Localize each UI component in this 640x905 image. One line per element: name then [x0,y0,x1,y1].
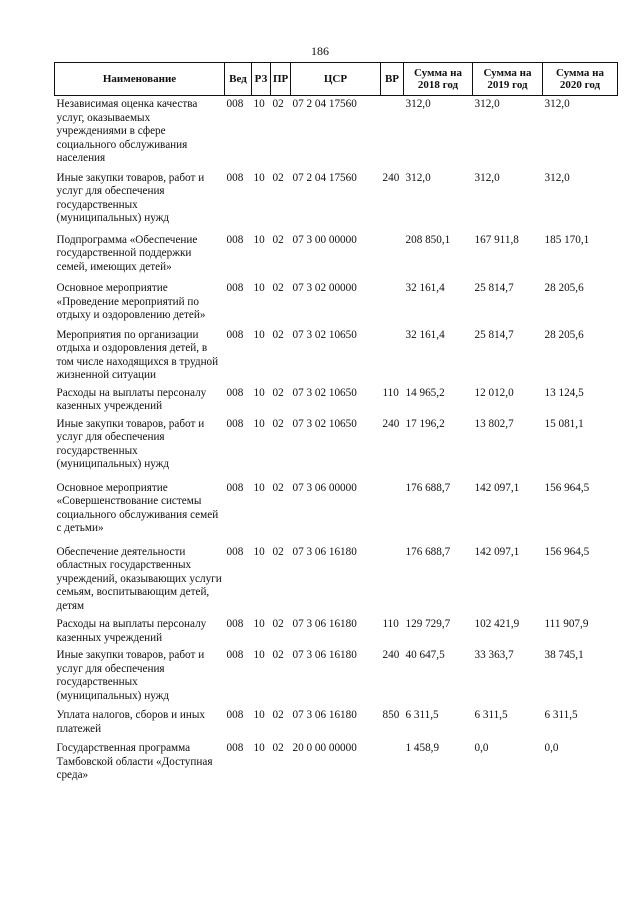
header-pr: ПР [271,63,291,96]
row-rz: 10 [253,386,265,399]
row-name: Расходы на выплаты персоналу казенных учреждений [56,618,207,644]
row-sum-2019: 142 097,1 [474,545,520,558]
budget-table [54,62,618,783]
table-header [55,63,618,96]
table-row [55,274,618,323]
row-vr: 240 [382,171,400,184]
row-rz: 10 [253,328,265,341]
row-pr: 02 [272,233,284,246]
row-sum-2018: 32 161,4 [405,328,445,341]
row-csr: 07 3 06 00000 [292,481,357,494]
row-pr: 02 [272,417,284,430]
row-pr: 02 [272,98,284,110]
row-ved: 008 [226,417,244,430]
row-rz: 10 [253,282,265,294]
header-rz: РЗ [252,63,271,96]
header-ved: Вед [225,63,252,96]
row-sum-2020: 185 170,1 [544,233,590,246]
row-sum-2018: 176 688,7 [405,545,451,558]
row-sum-2019: 6 311,5 [474,709,508,721]
row-vr [381,323,404,383]
row-sum-2020: 111 907,9 [544,618,589,630]
row-ved: 008 [226,481,244,494]
row-csr: 07 3 00 00000 [292,233,357,246]
row-sum-2020: 156 964,5 [544,545,590,558]
row-sum-2018: 32 161,4 [405,282,445,294]
row-pr: 02 [272,481,284,494]
row-rz: 10 [253,481,265,494]
table-row [55,226,618,275]
row-ved: 008 [226,618,244,630]
table-row [55,645,618,703]
row-vr: 240 [382,649,400,661]
row-pr: 02 [272,618,284,630]
row-ved: 008 [226,171,244,184]
row-name: Подпрограмма «Обеспечение государственной поддержки семей, имеющих детей» [56,233,198,273]
row-csr: 07 3 02 10650 [292,328,357,341]
row-ved: 008 [226,709,244,721]
row-ved: 008 [226,545,244,558]
row-name: Расходы на выплаты персоналу казенных учреждений [56,386,207,412]
table-row [55,736,618,783]
header-sum-2019: Сумма на 2019 год [473,63,543,96]
row-name: Обеспечение деятельности областных государственных учреждений, оказывающих услуги семьям, воспитывающим детей, детям [56,545,222,612]
row-name: Уплата налогов, сборов и иных платежей [56,709,206,735]
table-body [55,96,618,783]
row-vr: 110 [382,618,399,630]
row-sum-2018: 1 458,9 [405,742,440,754]
row-csr: 07 3 06 16180 [292,709,357,721]
row-name: Основное мероприятие «Проведение мероприятий по отдыху и оздоровлению детей» [56,282,206,321]
row-csr: 07 3 02 00000 [292,282,357,294]
row-sum-2018: 312,0 [405,98,431,110]
row-ved: 008 [226,282,244,294]
row-name: Иные закупки товаров, работ и услуг для обеспечения государственных (муниципальных) нужд [56,171,205,224]
row-sum-2020: 28 205,6 [544,282,584,294]
row-sum-2020: 38 745,1 [544,649,584,661]
row-sum-2018: 17 196,2 [405,417,445,430]
row-name: Иные закупки товаров, работ и услуг для обеспечения государственных (муниципальных) нужд [56,417,205,470]
row-sum-2018: 6 311,5 [405,709,439,721]
row-sum-2018: 176 688,7 [405,481,451,494]
row-rz: 10 [253,742,265,754]
row-sum-2019: 102 421,9 [474,618,520,630]
row-csr: 07 3 02 10650 [292,386,357,399]
header-row [55,63,618,96]
row-ved: 008 [226,649,244,661]
row-pr: 02 [272,328,284,341]
row-name: Мероприятия по организации отдыха и оздоровления детей, в том числе находящихся в трудной жизненной ситуации [56,328,219,381]
row-sum-2019: 312,0 [474,171,500,184]
row-sum-2019: 12 012,0 [474,386,514,399]
row-ved: 008 [226,742,244,754]
row-sum-2019: 312,0 [474,98,500,110]
row-rz: 10 [253,417,265,430]
row-sum-2020: 0,0 [544,742,559,754]
table-row [55,703,618,736]
row-vr [381,736,404,783]
table-row [55,414,618,472]
row-sum-2020: 13 124,5 [544,386,584,399]
row-sum-2018: 14 965,2 [405,386,445,399]
row-sum-2019: 13 802,7 [474,417,514,430]
row-pr: 02 [272,742,284,754]
row-vr: 240 [382,417,400,430]
header-vr: ВР [381,63,404,96]
row-vr [381,536,404,614]
table-row [55,323,618,383]
row-rz: 10 [253,649,265,661]
row-vr [381,96,404,166]
row-pr: 02 [272,649,284,661]
row-sum-2020: 312,0 [544,171,570,184]
table-row [55,613,618,645]
row-vr [381,226,404,275]
row-csr: 07 2 04 17560 [292,98,357,110]
row-name: Основное мероприятие «Совершенствование системы социального обслуживания семей с детьми» [56,481,219,534]
row-vr [381,274,404,323]
row-csr: 07 3 06 16180 [292,545,357,558]
row-rz: 10 [253,545,265,558]
row-sum-2019: 25 814,7 [474,282,514,294]
row-sum-2018: 129 729,7 [405,618,451,630]
row-sum-2019: 25 814,7 [474,328,514,341]
row-rz: 10 [253,709,265,721]
row-rz: 10 [253,233,265,246]
row-vr: 850 [382,709,400,721]
table-row [55,96,618,166]
row-ved: 008 [226,328,244,341]
header-name: Наименование [55,63,225,96]
row-sum-2020: 6 311,5 [544,709,578,721]
row-sum-2019: 33 363,7 [474,649,514,661]
row-csr: 07 3 06 16180 [292,649,357,661]
row-pr: 02 [272,545,284,558]
row-pr: 02 [272,386,284,399]
table-row [55,166,618,226]
row-ved: 008 [226,98,244,110]
row-sum-2019: 0,0 [474,742,489,754]
row-vr: 110 [382,386,399,399]
row-sum-2020: 312,0 [544,98,570,110]
row-vr [381,472,404,536]
row-sum-2020: 28 205,6 [544,328,584,341]
row-csr: 07 3 06 16180 [292,618,357,630]
row-sum-2018: 312,0 [405,171,431,184]
row-ved: 008 [226,233,244,246]
row-sum-2020: 156 964,5 [544,481,590,494]
row-pr: 02 [272,171,284,184]
row-sum-2019: 167 911,8 [474,233,519,246]
table-row [55,536,618,614]
row-sum-2018: 208 850,1 [405,233,451,246]
row-csr: 07 2 04 17560 [292,171,357,184]
row-rz: 10 [253,98,265,110]
row-ved: 008 [226,386,244,399]
row-rz: 10 [253,618,265,630]
row-csr: 07 3 02 10650 [292,417,357,430]
row-sum-2019: 142 097,1 [474,481,520,494]
row-sum-2018: 40 647,5 [405,649,445,661]
header-csr: ЦСР [291,63,381,96]
row-sum-2020: 15 081,1 [544,417,584,430]
row-csr: 20 0 00 00000 [292,742,357,754]
page-number: 186 [311,44,329,58]
header-sum-2020: Сумма на 2020 год [543,63,618,96]
row-pr: 02 [272,709,284,721]
row-name: Государственная программа Тамбовской области «Доступная среда» [56,742,213,781]
table-row [55,472,618,536]
header-sum-2018: Сумма на 2018 год [404,63,473,96]
row-name: Иные закупки товаров, работ и услуг для обеспечения государственных (муниципальных) нужд [56,649,205,702]
row-pr: 02 [272,282,284,294]
row-rz: 10 [253,171,265,184]
table-row [55,383,618,414]
row-name: Независимая оценка качества услуг, оказываемых учреждениями в сфере социального обслуживания населения [56,98,198,164]
